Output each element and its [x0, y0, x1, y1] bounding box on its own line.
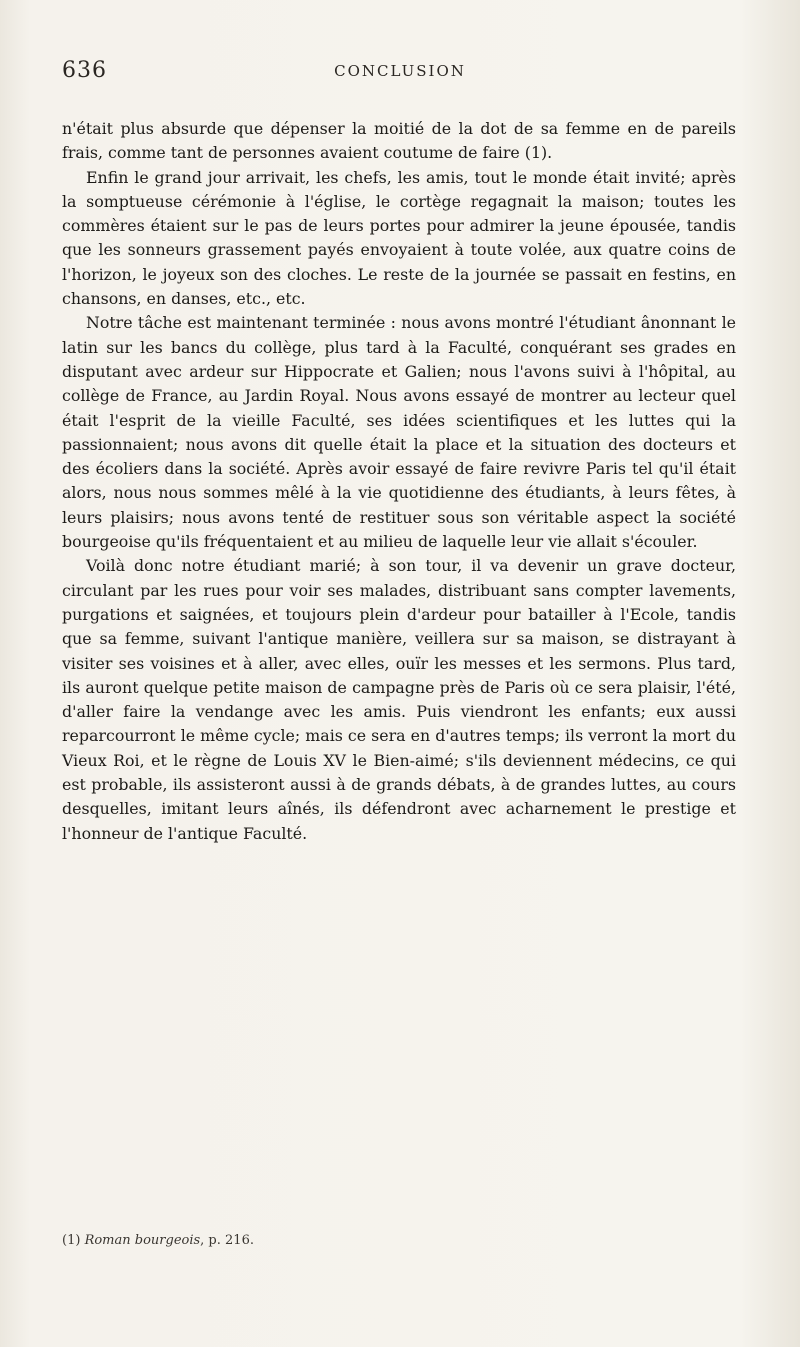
paragraph-task-finished: Notre tâche est maintenant terminée : nous avons montré l'étudiant ânonnant le latin sur les bancs du collège, plus tard à la Faculté, conquérant ses grades en disputant avec ardeur sur Hippocrate et Galien; nous l'avons suivi à l'hôpital, au collège de France, au Jardin Royal. Nous avons essayé de montrer au lecteur quel était l'esprit de la vieille Faculté, ses idées scientifiques et les luttes qui la passionnaient; nous avons dit quelle était la place et la situation des docteurs et des écoliers dans la société. Après avoir essayé de faire revivre Paris tel qu'il était alors, nous nous sommes mêlé à la vie quotidienne des étudiants, à leurs fêtes, à leurs plaisirs; nous avons tenté de restituer sous son véritable aspect la société bourgeoise qu'ils fréquentaient et au milieu de laquelle leur vie allait s'écouler.	[62, 313, 736, 552]
paragraph-continued: n'était plus absurde que dépenser la moitié de la dot de sa femme en de pareils frais, comme tant de personnes avaient coutume de faire (1).	[62, 119, 736, 163]
running-head: CONCLUSION	[334, 62, 466, 80]
footnote-reference: , p. 216.	[200, 1233, 254, 1248]
paragraph-wedding-day: Enfin le grand jour arrivait, les chefs, les amis, tout le monde était invité; après la somptueuse cérémonie à l'église, le cortège regagnait la maison; toutes les commères étaient sur le pas de leurs portes pour admirer la jeune épousée, tandis que les sonneurs grassement payés envoyaient à toute volée, aux quatre coins de l'horizon, le joyeux son des cloches. Le reste de la journée se passait en festins, en chansons, en danses, etc., etc.	[62, 167, 736, 309]
page-header	[0, 58, 800, 88]
page-number: 636	[62, 58, 107, 83]
footnote-marker: (1)	[62, 1233, 81, 1248]
body-text	[62, 117, 736, 846]
paragraph-married-student: Voilà donc notre étudiant marié; à son tour, il va devenir un grave docteur, circulant par les rues pour voir ses malades, distribuant sans compter lavements, purgations et saignées, et toujours plein d'ardeur pour batailler à l'Ecole, tandis que sa femme, suivant l'antique manière, veillera sur sa maison, se distrayant à visiter ses voisines et à aller, avec elles, ouïr les messes et les sermons. Plus tard, ils auront quelque petite maison de campagne près de Paris où ce sera plaisir, l'été, d'aller faire la vendange avec les amis. Puis viendront les enfants; eux aussi reparcourront le même cycle; mais ce sera en d'autres temps; ils verront la mort du Vieux Roi, et le règne de Louis XV le Bien-aimé; s'ils deviennent médecins, ce qui est probable, ils assisteront aussi à de grands débats, à de grandes luttes, au cours desquelles, imitant leurs aînés, ils défendront avec acharnement le prestige et l'honneur de l'antique Faculté.	[62, 556, 736, 843]
footnote	[62, 1232, 736, 1250]
footnote-title: Roman bourgeois	[84, 1233, 201, 1248]
